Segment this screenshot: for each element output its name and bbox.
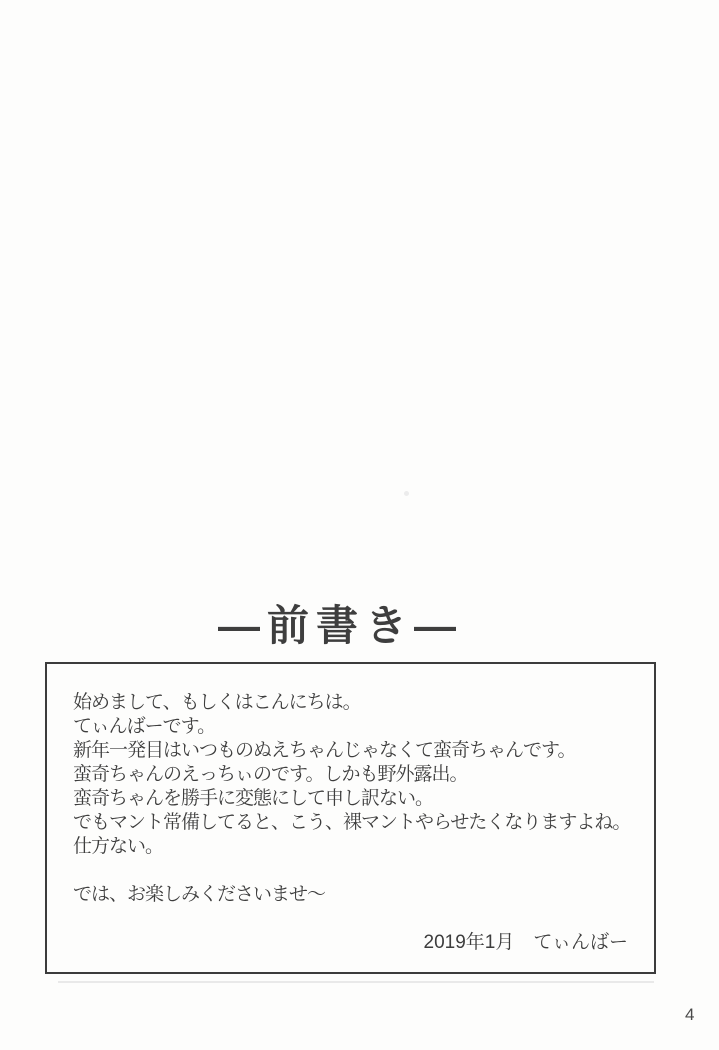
foreword-line: 新年一発目はいつものぬえちゃんじゃなくて蛮奇ちゃんです。: [73, 740, 576, 761]
foreword-box: [45, 662, 656, 974]
foreword-line: では、お楽しみくださいませ～: [73, 884, 326, 905]
signature-line: 2019年1月 てぃんばー: [423, 932, 628, 953]
foreword-line: 仕方ない。: [73, 836, 164, 857]
foreword-line: 蛮奇ちゃんのえっちぃのです。しかも野外露出。: [73, 764, 468, 785]
scan-speck: [404, 491, 409, 496]
foreword-blank-line: [73, 859, 628, 883]
foreword-line: 蛮奇ちゃんを勝手に変態にして申し訳ない。: [73, 788, 434, 809]
page-title: ―前書き―: [217, 602, 463, 649]
page-number: 4: [685, 1005, 695, 1024]
foreword-line: 始めまして、もしくはこんにちは。: [73, 692, 361, 713]
foreword-line: でもマント常備してると、こう、裸マントやらせたくなりますよね。: [73, 812, 631, 833]
foreword-line: てぃんばーです。: [73, 716, 216, 737]
scan-shadow-line: [58, 981, 654, 983]
